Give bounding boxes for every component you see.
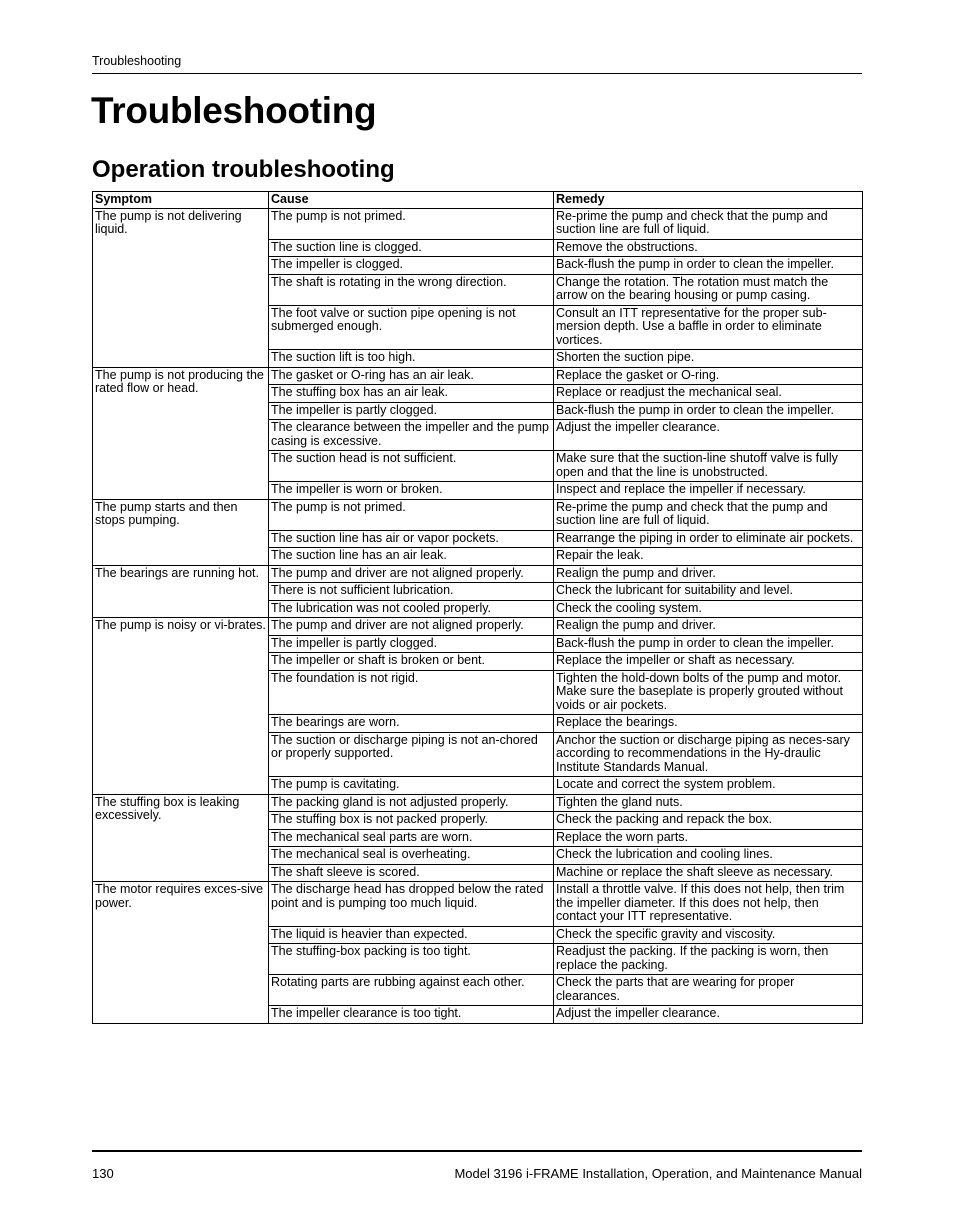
cause-cell: The packing gland is not adjusted properly. — [269, 794, 554, 812]
cause-cell: The lubrication was not cooled properly. — [269, 600, 554, 618]
cause-cell: The suction lift is too high. — [269, 350, 554, 368]
table-row — [93, 794, 863, 812]
cause-cell: The liquid is heavier than expected. — [269, 926, 554, 944]
table-row — [93, 499, 863, 530]
troubleshooting-table — [92, 191, 863, 1024]
table-row — [93, 565, 863, 583]
remedy-cell: Make sure that the suction-line shutoff valve is fully open and that the line is unobstructed. — [554, 451, 863, 482]
remedy-cell: Check the lubricant for suitability and level. — [554, 583, 863, 601]
remedy-cell: Check the specific gravity and viscosity. — [554, 926, 863, 944]
page-number: 130 — [92, 1166, 114, 1181]
remedy-cell: Tighten the gland nuts. — [554, 794, 863, 812]
symptom-cell: The pump starts and then stops pumping. — [93, 499, 269, 565]
table-row — [93, 882, 863, 927]
cause-cell: The gasket or O-ring has an air leak. — [269, 367, 554, 385]
remedy-cell: Back-flush the pump in order to clean the impeller. — [554, 257, 863, 275]
table-row — [93, 208, 863, 239]
cause-cell: The impeller is partly clogged. — [269, 635, 554, 653]
cause-cell: The pump is not primed. — [269, 499, 554, 530]
header-rule — [92, 73, 862, 74]
cause-cell: The stuffing-box packing is too tight. — [269, 944, 554, 975]
symptom-cell: The bearings are running hot. — [93, 565, 269, 618]
table-row — [93, 367, 863, 385]
cause-cell: The stuffing box is not packed properly. — [269, 812, 554, 830]
cause-cell: The stuffing box has an air leak. — [269, 385, 554, 403]
remedy-cell: Replace the gasket or O-ring. — [554, 367, 863, 385]
cause-cell: The impeller or shaft is broken or bent. — [269, 653, 554, 671]
column-header-remedy: Remedy — [554, 192, 863, 209]
cause-cell: The bearings are worn. — [269, 715, 554, 733]
remedy-cell: Adjust the impeller clearance. — [554, 420, 863, 451]
cause-cell: The mechanical seal is overheating. — [269, 847, 554, 865]
remedy-cell: Consult an ITT representative for the proper sub-mersion depth. Use a baffle in order to eliminate vortices. — [554, 305, 863, 350]
remedy-cell: Check the lubrication and cooling lines. — [554, 847, 863, 865]
symptom-cell: The pump is noisy or vi-brates. — [93, 618, 269, 795]
cause-cell: The pump is cavitating. — [269, 777, 554, 795]
symptom-cell: The motor requires exces-sive power. — [93, 882, 269, 1024]
cause-cell: The foundation is not rigid. — [269, 670, 554, 715]
cause-cell: The pump and driver are not aligned properly. — [269, 565, 554, 583]
remedy-cell: Realign the pump and driver. — [554, 565, 863, 583]
symptom-cell: The stuffing box is leaking excessively. — [93, 794, 269, 882]
cause-cell: The discharge head has dropped below the rated point and is pumping too much liquid. — [269, 882, 554, 927]
remedy-cell: Replace the worn parts. — [554, 829, 863, 847]
remedy-cell: Remove the obstructions. — [554, 239, 863, 257]
remedy-cell: Check the cooling system. — [554, 600, 863, 618]
remedy-cell: Realign the pump and driver. — [554, 618, 863, 636]
running-header: Troubleshooting — [92, 54, 182, 68]
cause-cell: The suction line is clogged. — [269, 239, 554, 257]
remedy-cell: Back-flush the pump in order to clean the impeller. — [554, 402, 863, 420]
cause-cell: The impeller clearance is too tight. — [269, 1006, 554, 1024]
remedy-cell: Re-prime the pump and check that the pump and suction line are full of liquid. — [554, 208, 863, 239]
remedy-cell: Change the rotation. The rotation must match the arrow on the bearing housing or pump casing. — [554, 274, 863, 305]
remedy-cell: Readjust the packing. If the packing is worn, then replace the packing. — [554, 944, 863, 975]
remedy-cell: Tighten the hold-down bolts of the pump and motor. Make sure the baseplate is properly grouted without voids or air pockets. — [554, 670, 863, 715]
remedy-cell: Re-prime the pump and check that the pump and suction line are full of liquid. — [554, 499, 863, 530]
remedy-cell: Replace the impeller or shaft as necessary. — [554, 653, 863, 671]
column-header-cause: Cause — [269, 192, 554, 209]
table-body — [93, 208, 863, 1023]
symptom-cell: The pump is not producing the rated flow or head. — [93, 367, 269, 499]
remedy-cell: Back-flush the pump in order to clean the impeller. — [554, 635, 863, 653]
table-row — [93, 618, 863, 636]
manual-title: Model 3196 i-FRAME Installation, Operation, and Maintenance Manual — [454, 1166, 862, 1181]
column-header-symptom: Symptom — [93, 192, 269, 209]
footer-rule — [92, 1150, 862, 1152]
page-title: Troubleshooting — [91, 90, 377, 131]
remedy-cell: Anchor the suction or discharge piping as neces-sary according to recommendations in the Hy-draulic Institute Standards Manual. — [554, 732, 863, 777]
cause-cell: The suction head is not sufficient. — [269, 451, 554, 482]
cause-cell: The pump and driver are not aligned properly. — [269, 618, 554, 636]
cause-cell: The impeller is clogged. — [269, 257, 554, 275]
remedy-cell: Rearrange the piping in order to eliminate air pockets. — [554, 530, 863, 548]
remedy-cell: Check the packing and repack the box. — [554, 812, 863, 830]
cause-cell: The shaft sleeve is scored. — [269, 864, 554, 882]
remedy-cell: Adjust the impeller clearance. — [554, 1006, 863, 1024]
remedy-cell: Install a throttle valve. If this does not help, then trim the impeller diameter. If this does not help, then contact your ITT representative. — [554, 882, 863, 927]
cause-cell: The foot valve or suction pipe opening is not submerged enough. — [269, 305, 554, 350]
symptom-cell: The pump is not delivering liquid. — [93, 208, 269, 367]
remedy-cell: Inspect and replace the impeller if necessary. — [554, 482, 863, 500]
cause-cell: The impeller is partly clogged. — [269, 402, 554, 420]
cause-cell: Rotating parts are rubbing against each other. — [269, 975, 554, 1006]
section-title: Operation troubleshooting — [92, 156, 395, 183]
cause-cell: The impeller is worn or broken. — [269, 482, 554, 500]
remedy-cell: Replace the bearings. — [554, 715, 863, 733]
cause-cell: The mechanical seal parts are worn. — [269, 829, 554, 847]
remedy-cell: Check the parts that are wearing for proper clearances. — [554, 975, 863, 1006]
remedy-cell: Machine or replace the shaft sleeve as necessary. — [554, 864, 863, 882]
remedy-cell: Shorten the suction pipe. — [554, 350, 863, 368]
cause-cell: The suction line has an air leak. — [269, 548, 554, 566]
cause-cell: The suction line has air or vapor pockets. — [269, 530, 554, 548]
remedy-cell: Repair the leak. — [554, 548, 863, 566]
cause-cell: The clearance between the impeller and the pump casing is excessive. — [269, 420, 554, 451]
cause-cell: There is not sufficient lubrication. — [269, 583, 554, 601]
cause-cell: The shaft is rotating in the wrong direction. — [269, 274, 554, 305]
remedy-cell: Locate and correct the system problem. — [554, 777, 863, 795]
remedy-cell: Replace or readjust the mechanical seal. — [554, 385, 863, 403]
cause-cell: The pump is not primed. — [269, 208, 554, 239]
table-header-row — [93, 192, 863, 209]
cause-cell: The suction or discharge piping is not an-chored or properly supported. — [269, 732, 554, 777]
